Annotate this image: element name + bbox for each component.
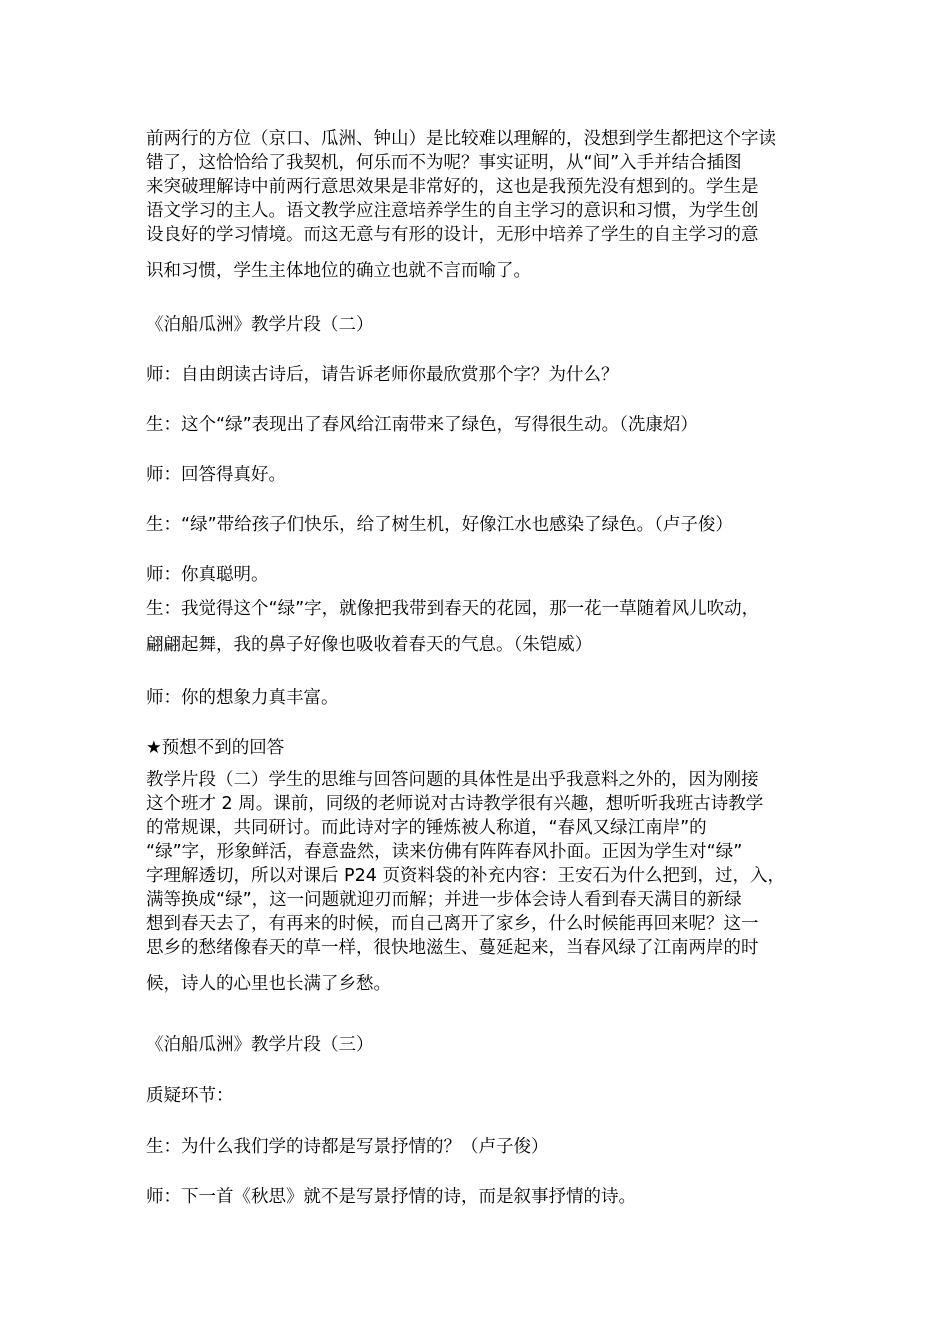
dialog-line: 生：这个“绿”表现出了春风给江南带来了绿色，写得很生动。（冼康炤） [146, 415, 698, 435]
paragraph-line: 候，诗人的心里也长满了乡愁。 [146, 974, 391, 994]
dialog-line: 师：你的想象力真丰富。 [146, 688, 339, 708]
paragraph-line: 翩翩起舞，我的鼻子好像也吸收着春天的气息。（朱铠威） [146, 635, 593, 655]
paragraph-line: 识和习惯，学生主体地位的确立也就不言而喻了。 [146, 261, 531, 281]
paragraph-line: 满等换成“绿”，这一问题就迎刃而解；并进一步体会诗人看到春天满目的新绿 [146, 890, 742, 910]
reflection-paragraph-2 [146, 768, 811, 996]
paragraph-line: 来突破理解诗中前两行意思效果是非常好的，这也是我预先没有想到的。学生是 [146, 177, 759, 197]
dialog-line: 生：“绿”带给孩子们快乐，给了树生机，好像江水也感染了绿色。（卢子俊） [146, 515, 733, 535]
dialog-line: 师：你真聪明。 [146, 565, 269, 585]
star-heading: ★预想不到的回答 [146, 738, 285, 758]
paragraph-line: 的常规课，共同研讨。而此诗对字的锤炼被人称道，“春风又绿江南岸”的 [146, 818, 707, 838]
dialog-line: 师：回答得真好。 [146, 465, 286, 485]
paragraph-line: 想到春天去了，有再来的时候，而自己离开了家乡，什么时候能再回来呢？这一 [146, 914, 759, 934]
paragraph-line: 教学片段（二）学生的思维与回答问题的具体性是出乎我意料之外的，因为刚接 [146, 770, 759, 790]
section-heading-2: 《泊船瓜洲》教学片段（二） [146, 315, 374, 335]
student-answer [146, 597, 811, 657]
dialog-line: 生：为什么我们学的诗都是写景抒情的？（卢子俊） [146, 1137, 549, 1157]
reflection-paragraph-1 [146, 127, 811, 283]
section-heading-3: 《泊船瓜洲》教学片段（三） [146, 1035, 374, 1055]
dialog-line: 师：自由朗读古诗后，请告诉老师你最欣赏那个字？为什么？ [146, 365, 619, 385]
paragraph-line: “绿”字，形象鲜活，春意盎然，读来仿佛有阵阵春风扑面。正因为学生对“绿” [146, 842, 743, 862]
paragraph-line: 这个班才 2 周。课前，同级的老师说对古诗教学很有兴趣，想听听我班古诗教学 [146, 794, 764, 814]
paragraph-line: 设良好的学习情境。而这无意与有形的设计，无形中培养了学生的自主学习的意 [146, 225, 759, 245]
section-label: 质疑环节： [146, 1086, 234, 1106]
paragraph-line: 前两行的方位（京口、瓜洲、钟山）是比较难以理解的，没想到学生都把这个字读 [146, 129, 776, 149]
paragraph-line: 字理解透切，所以对课后 P24 页资料袋的补充内容：王安石为什么把到，过，入， [146, 866, 785, 886]
paragraph-line: 思乡的愁绪像春天的草一样，很快地滋生、蔓延起来，当春风绿了江南两岸的时 [146, 938, 759, 958]
paragraph-line: 错了，这恰恰给了我契机，何乐而不为呢？事实证明，从“间”入手并结合插图 [146, 153, 742, 173]
paragraph-line: 语文学习的主人。语文教学应注意培养学生的自主学习的意识和习惯，为学生创 [146, 201, 759, 221]
dialog-line: 师：下一首《秋思》就不是写景抒情的诗，而是叙事抒情的诗。 [146, 1187, 636, 1207]
paragraph-line: 生：我觉得这个“绿”字，就像把我带到春天的花园，那一花一草随着风儿吹动， [146, 599, 760, 619]
